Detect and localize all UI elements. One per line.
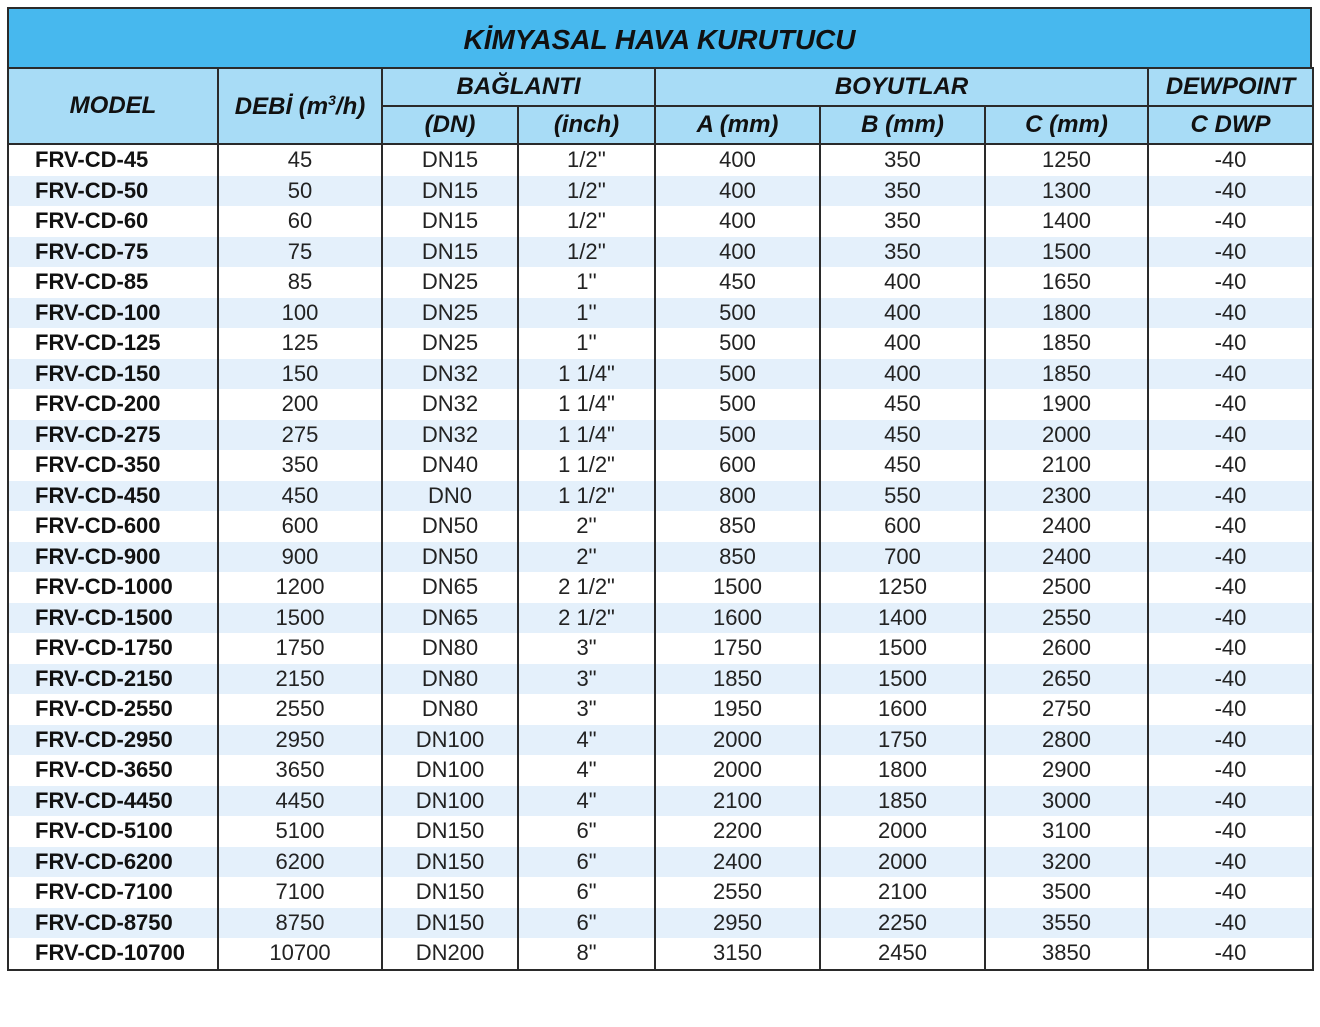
cell-a-mm: 3150 [655,938,820,970]
cell-a-mm: 400 [655,176,820,207]
table-row [8,359,1313,390]
cell-b-mm: 2000 [820,847,985,878]
cell-debi: 85 [218,267,382,298]
cell-inch: 1'' [518,267,655,298]
cell-dn: DN150 [382,816,518,847]
table-row [8,816,1313,847]
cell-inch: 6" [518,877,655,908]
cell-inch: 6" [518,816,655,847]
cell-c-dwp: -40 [1148,908,1313,939]
cell-inch: 4" [518,755,655,786]
cell-model: FRV-CD-2150 [8,664,218,695]
cell-a-mm: 2400 [655,847,820,878]
cell-debi: 5100 [218,816,382,847]
cell-b-mm: 1400 [820,603,985,634]
cell-dn: DN40 [382,450,518,481]
cell-inch: 2'' [518,511,655,542]
cell-c-mm: 2400 [985,511,1148,542]
cell-model: FRV-CD-275 [8,420,218,451]
cell-model: FRV-CD-1750 [8,633,218,664]
cell-b-mm: 450 [820,450,985,481]
header-model: MODEL [8,68,218,144]
cell-inch: 8" [518,938,655,970]
cell-dn: DN0 [382,481,518,512]
table-row [8,542,1313,573]
cell-c-mm: 1800 [985,298,1148,329]
cell-inch: 1 1/4" [518,389,655,420]
cell-a-mm: 400 [655,206,820,237]
cell-dn: DN200 [382,938,518,970]
cell-b-mm: 1750 [820,725,985,756]
cell-c-dwp: -40 [1148,633,1313,664]
cell-c-mm: 2800 [985,725,1148,756]
cell-dn: DN50 [382,542,518,573]
cell-c-mm: 2650 [985,664,1148,695]
cell-dn: DN32 [382,420,518,451]
cell-b-mm: 1850 [820,786,985,817]
cell-model: FRV-CD-2550 [8,694,218,725]
table-title: KİMYASAL HAVA KURUTUCU [7,7,1312,67]
header-a: A (mm) [655,106,820,144]
cell-c-dwp: -40 [1148,877,1313,908]
cell-dn: DN100 [382,786,518,817]
header-dewpoint: DEWPOINT [1148,68,1313,106]
cell-a-mm: 2000 [655,725,820,756]
cell-model: FRV-CD-125 [8,328,218,359]
cell-inch: 1/2'' [518,206,655,237]
cell-model: FRV-CD-3650 [8,755,218,786]
cell-model: FRV-CD-75 [8,237,218,268]
table-body [8,144,1313,970]
table-row [8,298,1313,329]
cell-inch: 1'' [518,298,655,329]
cell-a-mm: 1750 [655,633,820,664]
cell-inch: 1/2'' [518,176,655,207]
header-inch: (inch) [518,106,655,144]
cell-debi: 100 [218,298,382,329]
cell-c-dwp: -40 [1148,694,1313,725]
cell-c-mm: 3100 [985,816,1148,847]
cell-inch: 3" [518,664,655,695]
cell-b-mm: 2100 [820,877,985,908]
cell-inch: 6" [518,847,655,878]
cell-inch: 3" [518,633,655,664]
cell-inch: 1 1/4" [518,420,655,451]
cell-debi: 600 [218,511,382,542]
cell-inch: 3" [518,694,655,725]
cell-inch: 4" [518,725,655,756]
cell-inch: 1'' [518,328,655,359]
table-row [8,938,1313,970]
cell-c-mm: 2750 [985,694,1148,725]
cell-c-mm: 3850 [985,938,1148,970]
table-row [8,176,1313,207]
cell-debi: 6200 [218,847,382,878]
cell-debi: 2950 [218,725,382,756]
table-row [8,328,1313,359]
cell-a-mm: 2950 [655,908,820,939]
cell-dn: DN65 [382,572,518,603]
cell-debi: 7100 [218,877,382,908]
cell-b-mm: 350 [820,237,985,268]
cell-b-mm: 1500 [820,664,985,695]
cell-dn: DN25 [382,328,518,359]
cell-inch: 1/2'' [518,144,655,176]
cell-a-mm: 500 [655,328,820,359]
cell-c-mm: 1650 [985,267,1148,298]
cell-debi: 275 [218,420,382,451]
cell-c-dwp: -40 [1148,359,1313,390]
cell-c-dwp: -40 [1148,755,1313,786]
cell-c-mm: 1250 [985,144,1148,176]
table-row [8,786,1313,817]
cell-a-mm: 850 [655,511,820,542]
cell-c-mm: 1850 [985,328,1148,359]
cell-c-mm: 2000 [985,420,1148,451]
header-debi: DEBİ $(m^3/h)$ [218,68,382,144]
cell-c-dwp: -40 [1148,603,1313,634]
table-row [8,511,1313,542]
table-row [8,206,1313,237]
cell-a-mm: 500 [655,298,820,329]
cell-c-dwp: -40 [1148,542,1313,573]
table-row [8,389,1313,420]
cell-b-mm: 350 [820,144,985,176]
cell-debi: 1500 [218,603,382,634]
table-row [8,908,1313,939]
cell-inch: 2 1/2" [518,603,655,634]
table-row [8,633,1313,664]
cell-b-mm: 1500 [820,633,985,664]
cell-c-mm: 3000 [985,786,1148,817]
cell-c-dwp: -40 [1148,298,1313,329]
table-row [8,144,1313,176]
cell-b-mm: 400 [820,359,985,390]
cell-a-mm: 450 [655,267,820,298]
cell-c-dwp: -40 [1148,144,1313,176]
cell-c-mm: 1500 [985,237,1148,268]
cell-c-dwp: -40 [1148,725,1313,756]
cell-c-dwp: -40 [1148,938,1313,970]
cell-dn: DN100 [382,755,518,786]
cell-debi: 4450 [218,786,382,817]
cell-model: FRV-CD-60 [8,206,218,237]
header-cdwp: C DWP [1148,106,1313,144]
cell-c-mm: 1400 [985,206,1148,237]
cell-model: FRV-CD-150 [8,359,218,390]
spec-table-container [7,7,1312,971]
table-row [8,481,1313,512]
cell-dn: DN32 [382,389,518,420]
spec-table [7,67,1314,971]
cell-a-mm: 400 [655,237,820,268]
cell-b-mm: 350 [820,206,985,237]
header-boyutlar: BOYUTLAR [655,68,1148,106]
cell-c-dwp: -40 [1148,206,1313,237]
cell-c-dwp: -40 [1148,847,1313,878]
table-row [8,725,1313,756]
cell-debi: 60 [218,206,382,237]
cell-c-dwp: -40 [1148,481,1313,512]
cell-debi: 2150 [218,664,382,695]
cell-dn: DN80 [382,633,518,664]
table-row [8,450,1313,481]
cell-dn: DN65 [382,603,518,634]
cell-a-mm: 1500 [655,572,820,603]
cell-c-mm: 2300 [985,481,1148,512]
cell-model: FRV-CD-900 [8,542,218,573]
cell-dn: DN25 [382,298,518,329]
cell-c-dwp: -40 [1148,511,1313,542]
cell-c-dwp: -40 [1148,420,1313,451]
cell-model: FRV-CD-200 [8,389,218,420]
cell-model: FRV-CD-8750 [8,908,218,939]
cell-debi: 350 [218,450,382,481]
cell-a-mm: 2000 [655,755,820,786]
cell-c-dwp: -40 [1148,450,1313,481]
cell-b-mm: 2450 [820,938,985,970]
cell-a-mm: 400 [655,144,820,176]
cell-c-dwp: -40 [1148,237,1313,268]
cell-dn: DN32 [382,359,518,390]
cell-a-mm: 2550 [655,877,820,908]
cell-inch: 1 1/2" [518,481,655,512]
table-row [8,877,1313,908]
cell-dn: DN80 [382,664,518,695]
cell-debi: 125 [218,328,382,359]
cell-debi: 75 [218,237,382,268]
cell-a-mm: 1850 [655,664,820,695]
table-row [8,267,1313,298]
cell-debi: 8750 [218,908,382,939]
cell-debi: 50 [218,176,382,207]
cell-c-mm: 2100 [985,450,1148,481]
cell-c-dwp: -40 [1148,389,1313,420]
cell-c-mm: 2550 [985,603,1148,634]
cell-b-mm: 400 [820,328,985,359]
cell-b-mm: 450 [820,389,985,420]
cell-c-mm: 2900 [985,755,1148,786]
cell-dn: DN15 [382,144,518,176]
cell-dn: DN15 [382,176,518,207]
cell-model: FRV-CD-2950 [8,725,218,756]
cell-a-mm: 800 [655,481,820,512]
cell-c-mm: 2500 [985,572,1148,603]
header-dn: (DN) [382,106,518,144]
cell-debi: 900 [218,542,382,573]
cell-b-mm: 2000 [820,816,985,847]
cell-model: FRV-CD-1500 [8,603,218,634]
cell-b-mm: 350 [820,176,985,207]
cell-c-mm: 3500 [985,877,1148,908]
cell-dn: DN150 [382,877,518,908]
cell-model: FRV-CD-6200 [8,847,218,878]
table-row [8,420,1313,451]
cell-b-mm: 1600 [820,694,985,725]
table-row [8,572,1313,603]
cell-c-mm: 2400 [985,542,1148,573]
table-row [8,755,1313,786]
cell-b-mm: 600 [820,511,985,542]
table-row [8,237,1313,268]
cell-b-mm: 1250 [820,572,985,603]
cell-c-mm: 1850 [985,359,1148,390]
cell-a-mm: 850 [655,542,820,573]
cell-a-mm: 2100 [655,786,820,817]
cell-c-mm: 2600 [985,633,1148,664]
cell-inch: 2 1/2" [518,572,655,603]
cell-model: FRV-CD-100 [8,298,218,329]
table-row [8,847,1313,878]
cell-model: FRV-CD-85 [8,267,218,298]
cell-model: FRV-CD-10700 [8,938,218,970]
cell-dn: DN150 [382,847,518,878]
cell-a-mm: 2200 [655,816,820,847]
cell-dn: DN80 [382,694,518,725]
cell-debi: 1200 [218,572,382,603]
cell-a-mm: 1950 [655,694,820,725]
cell-c-dwp: -40 [1148,816,1313,847]
cell-model: FRV-CD-350 [8,450,218,481]
cell-c-dwp: -40 [1148,267,1313,298]
cell-c-dwp: -40 [1148,786,1313,817]
cell-dn: DN15 [382,206,518,237]
cell-inch: 6" [518,908,655,939]
cell-model: FRV-CD-7100 [8,877,218,908]
cell-model: FRV-CD-450 [8,481,218,512]
cell-debi: 45 [218,144,382,176]
cell-model: FRV-CD-600 [8,511,218,542]
cell-c-dwp: -40 [1148,328,1313,359]
cell-model: FRV-CD-1000 [8,572,218,603]
cell-c-dwp: -40 [1148,664,1313,695]
cell-dn: DN150 [382,908,518,939]
cell-debi: 1750 [218,633,382,664]
cell-model: FRV-CD-5100 [8,816,218,847]
cell-c-mm: 1300 [985,176,1148,207]
header-c: C (mm) [985,106,1148,144]
cell-b-mm: 450 [820,420,985,451]
cell-b-mm: 2250 [820,908,985,939]
cell-inch: 4" [518,786,655,817]
cell-model: FRV-CD-50 [8,176,218,207]
cell-dn: DN100 [382,725,518,756]
cell-a-mm: 500 [655,389,820,420]
cell-a-mm: 500 [655,359,820,390]
cell-dn: DN25 [382,267,518,298]
cell-b-mm: 1800 [820,755,985,786]
cell-model: FRV-CD-4450 [8,786,218,817]
cell-c-mm: 1900 [985,389,1148,420]
cell-debi: 200 [218,389,382,420]
cell-c-dwp: -40 [1148,176,1313,207]
cell-b-mm: 400 [820,298,985,329]
cell-b-mm: 700 [820,542,985,573]
cell-c-mm: 3200 [985,847,1148,878]
cell-debi: 10700 [218,938,382,970]
cell-inch: 1 1/4" [518,359,655,390]
cell-debi: 150 [218,359,382,390]
cell-b-mm: 550 [820,481,985,512]
cell-inch: 2'' [518,542,655,573]
cell-inch: 1/2'' [518,237,655,268]
table-header [8,68,1313,144]
cell-a-mm: 500 [655,420,820,451]
cell-inch: 1 1/2" [518,450,655,481]
header-baglanti: BAĞLANTI [382,68,655,106]
cell-debi: 2550 [218,694,382,725]
cell-dn: DN15 [382,237,518,268]
table-row [8,664,1313,695]
cell-model: FRV-CD-45 [8,144,218,176]
table-row [8,694,1313,725]
cell-c-dwp: -40 [1148,572,1313,603]
header-b: B (mm) [820,106,985,144]
cell-debi: 450 [218,481,382,512]
cell-debi: 3650 [218,755,382,786]
cell-dn: DN50 [382,511,518,542]
cell-b-mm: 400 [820,267,985,298]
cell-a-mm: 1600 [655,603,820,634]
cell-c-mm: 3550 [985,908,1148,939]
table-row [8,603,1313,634]
cell-a-mm: 600 [655,450,820,481]
